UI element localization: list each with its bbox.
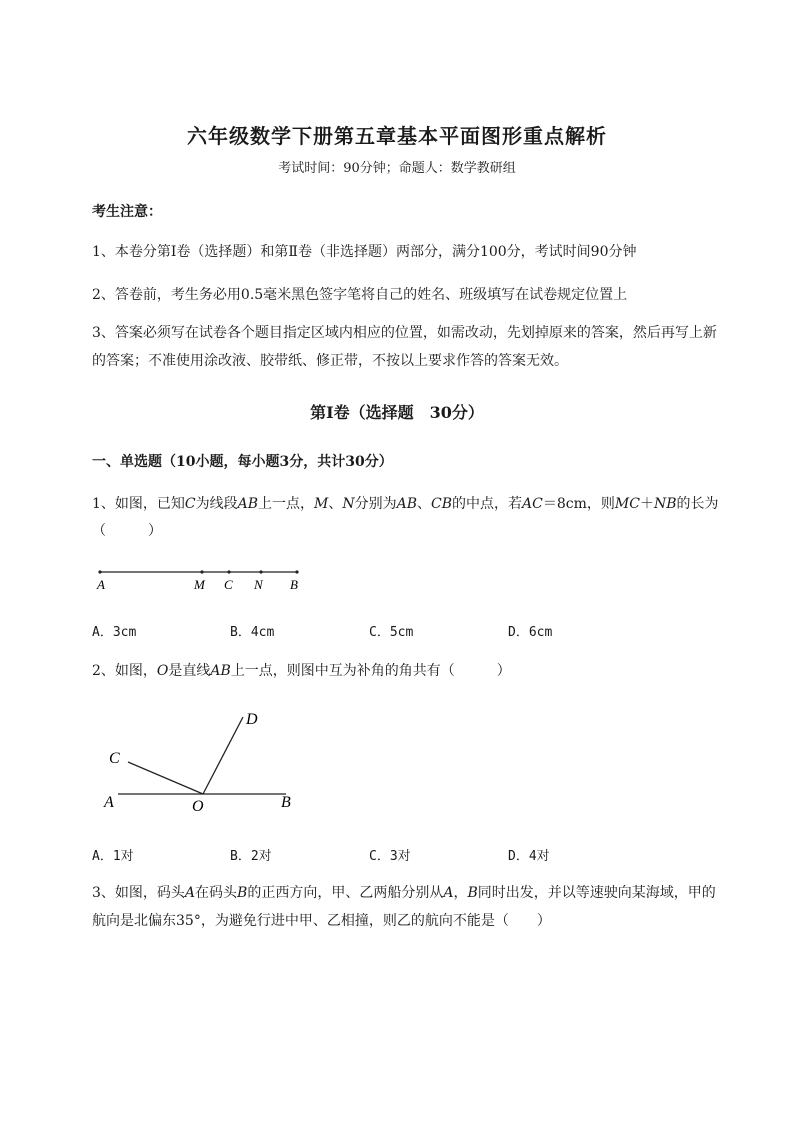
label-b: B	[290, 577, 298, 592]
question-1-blank: （ ）	[92, 523, 162, 539]
point-n	[259, 570, 262, 573]
label-a: A	[97, 577, 105, 592]
q2-option-b: B．2对	[230, 849, 272, 864]
label-d: D	[246, 711, 258, 728]
angle-figure	[96, 705, 306, 817]
q1-option-d: D．6cm	[508, 625, 553, 640]
part-heading: 一、单选题（10小题，每小题3分，共计30分）	[92, 454, 393, 470]
exam-info: 考试时间：90分钟；命题人：数学教研组	[278, 161, 516, 176]
label-m: M	[194, 577, 205, 592]
segment-figure	[90, 560, 310, 596]
page-title: 六年级数学下册第五章基本平面图形重点解析	[187, 124, 607, 148]
point-m	[200, 570, 203, 573]
notice-item-3: 3、答案必须写在试卷各个题目指定区域内相应的位置，如需改动，先划掉原来的答案，然后再写上新的答案；不准使用涂改液、胶带纸、修正带，不按以上要求作答的答案无效。	[92, 325, 717, 369]
notice-item-2: 2、答卷前，考生务必用0.5毫米黑色签字笔将自己的姓名、班级填写在试卷规定位置上	[92, 287, 628, 303]
q2-option-a: A．1对	[92, 849, 134, 864]
q2-option-d: D．4对	[508, 849, 550, 864]
section-title: 第I卷（选择题 30分）	[310, 403, 484, 422]
label-b: B	[281, 794, 291, 811]
q1-option-c: C．5cm	[369, 625, 414, 640]
label-a: A	[104, 794, 114, 811]
notice-heading: 考生注意：	[92, 204, 162, 220]
notice-item-1: 1、本卷分第I卷（选择题）和第Ⅱ卷（非选择题）两部分，满分100分，考试时间90分钟	[92, 244, 637, 260]
ray-od	[203, 717, 243, 794]
label-o: O	[192, 798, 204, 815]
q1-option-b: B．4cm	[230, 625, 275, 640]
q1-option-a: A．3cm	[92, 625, 137, 640]
point-a	[98, 570, 101, 573]
label-n: N	[254, 577, 263, 592]
q2-option-c: C．3对	[369, 849, 411, 864]
label-c: C	[224, 577, 233, 592]
label-c: C	[109, 750, 120, 767]
question-2-text: 2、如图，O是直线AB上一点，则图中互为补角的角共有（ ）	[92, 663, 511, 679]
point-b	[295, 570, 298, 573]
question-3-text: 3、如图，码头A在码头B的正西方向，甲、乙两船分别从A，B同时出发，并以等速驶向某海域，甲的航向是北偏东35°，为避免行进中甲、乙相撞，则乙的航向不能是（ ）	[92, 885, 716, 929]
point-c	[227, 570, 230, 573]
question-1-text: 1、如图，已知C为线段AB上一点，M、N分别为AB、CB的中点，若AC＝8cm，则MC＋NB的长为	[92, 496, 719, 512]
ray-oc	[128, 762, 203, 794]
